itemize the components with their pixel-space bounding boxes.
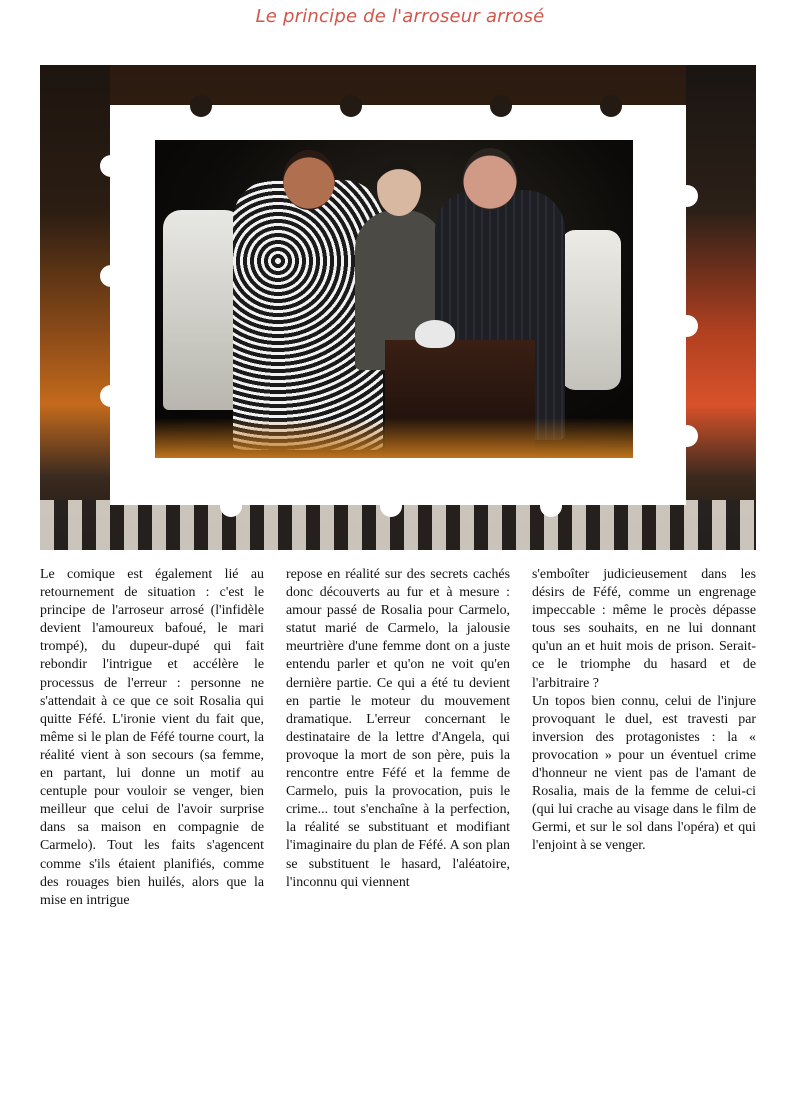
puzzle-knob bbox=[540, 495, 562, 517]
frame-right-band bbox=[686, 65, 756, 550]
text-column-3 bbox=[532, 566, 756, 910]
puzzle-knob bbox=[100, 155, 122, 177]
actor-middle-head bbox=[377, 160, 421, 216]
puzzle-knob bbox=[100, 265, 122, 287]
actor-woman-head bbox=[283, 150, 335, 210]
puzzle-knob bbox=[490, 95, 512, 117]
puzzle-knob bbox=[600, 95, 622, 117]
paragraph: Le comique est également lié au retournement de situation : c'est le principe de l'arroseur arrosé (l'infidèle devient l'amoureux bafoué, le mari trompé), du dupeur-dupé qui fait rebondir l'intrigue et accélère le processus de l'erreur : personne ne s'attendait à ce que ce soit Rosalia qui quitte Féfé. L'ironie vient du fait que, même si le plan de Féfé tourne court, la réalité vient à son secours (sa femme, en partant, lui donne un motif au centuple pour vouloir se venger, bien meilleur que celui de l'avoir surprise dans sa maison en compagnie de Carmelo). Tout les faits s'agencent comme s'ils étaient planifiés, comme des rouages bien huilés, alors que la mise en intrigue bbox=[40, 567, 264, 908]
puzzle-knob bbox=[676, 185, 698, 207]
paragraph: Un topos bien connu, celui de l'injure provoquant le duel, est travesti par inversion des protagonistes : la « provocation » pour un éventuel crime d'honneur ne vient pas de l'amant de Rosalia, mais de la femme de celui-ci (qui lui crache au visage dans le film de Germi, et sur le sol dans l'opéra) et qui l'enjoint à se venger. bbox=[532, 693, 756, 854]
page-title: Le principe de l'arroseur arrosé bbox=[255, 6, 545, 27]
puzzle-knob bbox=[190, 95, 212, 117]
theatre-scene-photo bbox=[155, 140, 633, 458]
puzzle-knob bbox=[340, 95, 362, 117]
stage-floor bbox=[155, 418, 633, 458]
actor-man-head bbox=[463, 148, 517, 210]
teapot bbox=[415, 320, 455, 348]
frame-left-band bbox=[40, 65, 110, 550]
paragraph: s'emboîter judicieusement dans les désirs de Féfé, comme un engrenage impeccable : même le procès dépasse tous ses souhaits, en ne lui donnant qu'un an et huit mois de prison. Serait-ce le triomphe du hasard et de l'arbitraire ? bbox=[532, 567, 756, 691]
article-body bbox=[40, 566, 756, 910]
text-column-1 bbox=[40, 566, 264, 910]
puzzle-knob bbox=[676, 425, 698, 447]
text-column-2 bbox=[286, 566, 510, 910]
puzzle-knob bbox=[676, 315, 698, 337]
paragraph: repose en réalité sur des secrets cachés donc découverts au fur et à mesure : amour passé de Rosalia pour Carmelo, statut marié de Carmelo, la jalousie meurtrière d'une femme dont on a juste entendu parler et qu'on ne voit qu'en dernière partie. Ce qui a été tu devient en partie le moteur du mouvement dramatique. L'erreur concernant le destinataire de la lettre d'Angela, qui provoque la mort de son père, puis la rencontre entre Féfé et la femme de Carmelo, puis la provocation, puis le crime... tout s'enchaîne à la perfection, la réalité se substituant et modifiant l'imaginaire du plan de Féfé. A son plan se substituent le hasard, l'aléatoire, l'inconnu qui viennent bbox=[286, 567, 510, 890]
armchair-right bbox=[561, 230, 621, 390]
puzzle-knob bbox=[220, 495, 242, 517]
puzzle-knob bbox=[100, 385, 122, 407]
armchair-left bbox=[163, 210, 243, 410]
puzzle-knob bbox=[380, 495, 402, 517]
